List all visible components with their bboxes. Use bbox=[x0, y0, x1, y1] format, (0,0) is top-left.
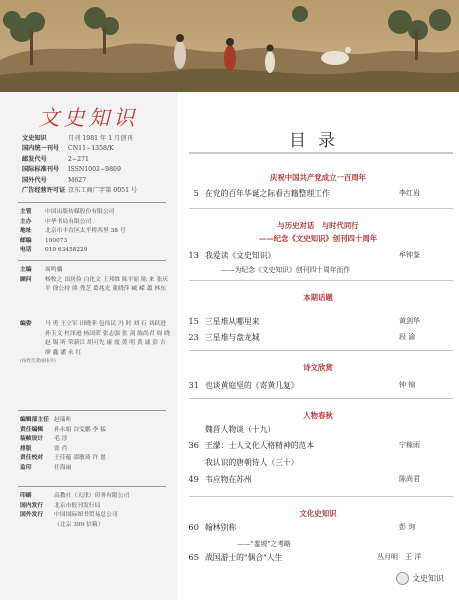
info-row: 排版 张 肖 bbox=[20, 445, 68, 452]
editorial-board bbox=[20, 266, 170, 295]
wechat-icon bbox=[396, 572, 409, 585]
info-row: 装帧设计 毛 淳 bbox=[20, 436, 68, 443]
section-heading: 人物春秋 bbox=[303, 411, 333, 420]
info-row: 主编 周鸣骥 bbox=[20, 267, 63, 273]
publication-info bbox=[22, 134, 172, 196]
divider bbox=[18, 410, 166, 411]
info-row: 印刷 高教社（天津）印务有限公司 bbox=[20, 493, 130, 499]
magazine-logo: 文史知识 bbox=[38, 106, 139, 130]
divider bbox=[18, 486, 166, 487]
title-rule bbox=[189, 152, 453, 154]
section-heading: 文化史知识 bbox=[299, 509, 337, 518]
info-row: 监印 任海丽 bbox=[20, 464, 72, 471]
toc-item[interactable]: 魏晋人物谈（十九） bbox=[205, 425, 276, 434]
watermark: 文史知识 bbox=[396, 572, 444, 585]
toc-title: 目录 bbox=[289, 131, 347, 151]
toc-item-subtitle: ——为纪念《文史知识》创刊四十周年而作 bbox=[221, 266, 351, 274]
section-heading: 庆祝中国共产党成立一百周年 bbox=[269, 173, 367, 182]
publisher-info bbox=[20, 208, 170, 256]
info-row: 编委 马 勇 王立军 田晓菲 包伟民 冯 时 刘 石 刘跃进 孙玉文 杜泽逊 杨国荣 张志强 张 剑 陈尚君 周 晓 赵 锡 昕 荣新江 胡可先 康 震 黄 明 黄 诚 彭 吉 廖 鑫 潘 永 红 bbox=[20, 321, 170, 356]
divider bbox=[189, 398, 453, 399]
toc-item[interactable]: 我认识的唐朝诗人（三十） bbox=[205, 458, 299, 467]
toc-item[interactable]: 5 在党的百年华诞之际看古籍整理工作 李红岩 bbox=[193, 188, 420, 198]
pub-row: 文史知识 月刊 1981 年 1 月创刊 bbox=[22, 135, 133, 142]
sort-note: (按姓氏笔画排序) bbox=[20, 359, 56, 365]
toc-item-subtitle: ——"銮坡"之考略 bbox=[237, 540, 291, 548]
pub-row: 广告经营许可证 京东工商广字第 0051 号 bbox=[22, 187, 138, 195]
divider bbox=[189, 350, 453, 351]
pub-row: 邮发代号 2−271 bbox=[22, 155, 89, 163]
info-row: 邮编 100073 bbox=[20, 237, 68, 244]
toc-item[interactable]: 13 我爱读《文史知识》 牟钟鉴 bbox=[188, 250, 420, 260]
info-row: 责任编辑 孙永娟 谷雯鹏 李 猛 bbox=[20, 426, 106, 433]
info-row: 地址 北京市丰台区太平桥西里 38 号 bbox=[20, 228, 126, 235]
toc-item[interactable]: 36 王濛：士人文化人格精神的范本 宁稼雨 bbox=[188, 440, 420, 450]
table-of-contents bbox=[177, 92, 459, 600]
staff-info bbox=[20, 416, 170, 474]
toc-item[interactable]: 65 战国游士的"偶合"人生 丛月明 王 洋 bbox=[188, 552, 422, 562]
editorial-committee bbox=[20, 320, 170, 364]
info-row: 编辑部主任 赵瑞昕 bbox=[20, 417, 72, 423]
info-row: 顾问 杨牧之 田居俭 白化文 王邦维 陈平原 陈 来 张庆平 徐公持 熊 秀芝 葛兆光 董晓萍 臧 嵘 蕭 林东 bbox=[20, 276, 169, 293]
info-row: 国外发行 中国国际图书贸易总公司 bbox=[20, 512, 118, 519]
masthead-column bbox=[0, 92, 177, 600]
toc-item[interactable]: 31 也谈黄庭坚的《寄黄几复》 钟 锦 bbox=[188, 380, 416, 390]
info-row: 主办 中华书局有限公司 bbox=[20, 218, 92, 225]
painting-banner bbox=[0, 0, 459, 92]
toc-item[interactable]: 49 韦应物在苏州 陈尚君 bbox=[188, 474, 420, 484]
section-subheading: ——纪念《文史知识》创刊四十周年 bbox=[258, 234, 378, 243]
section-heading: 与历史对话 与时代同行 bbox=[277, 221, 359, 230]
divider bbox=[189, 280, 453, 281]
info-row: （北京 399 信箱） bbox=[54, 521, 104, 528]
info-row: 电话 010 63458229 bbox=[20, 247, 88, 254]
divider bbox=[18, 260, 166, 261]
toc-item[interactable]: 23 三星堆与盘龙城 段 渝 bbox=[188, 332, 416, 342]
section-heading: 本期话题 bbox=[303, 293, 333, 302]
toc-item[interactable]: 15 三星堆从哪里来 黄剑华 bbox=[188, 316, 420, 326]
section-heading: 诗文欣赏 bbox=[303, 363, 333, 372]
info-row: 国内发行 北京市报刊发行局 bbox=[20, 502, 101, 509]
info-row: 主管 中国出版传媒股份有限公司 bbox=[20, 209, 115, 215]
pub-row: 国际标准刊号 ISSN1002−9869 bbox=[22, 166, 121, 174]
toc-item[interactable]: 60 翰林别称 彭 询 bbox=[188, 522, 416, 532]
pub-row: 国内统一刊号 CN11−1358/K bbox=[22, 145, 114, 153]
divider bbox=[18, 202, 166, 203]
divider bbox=[189, 496, 453, 497]
info-row: 责任校对 王佳蕴 邵敏琦 许 恩 bbox=[20, 455, 106, 462]
divider bbox=[189, 208, 453, 209]
printing-info bbox=[20, 492, 170, 530]
pub-row: 国外代号 M627 bbox=[22, 176, 87, 184]
